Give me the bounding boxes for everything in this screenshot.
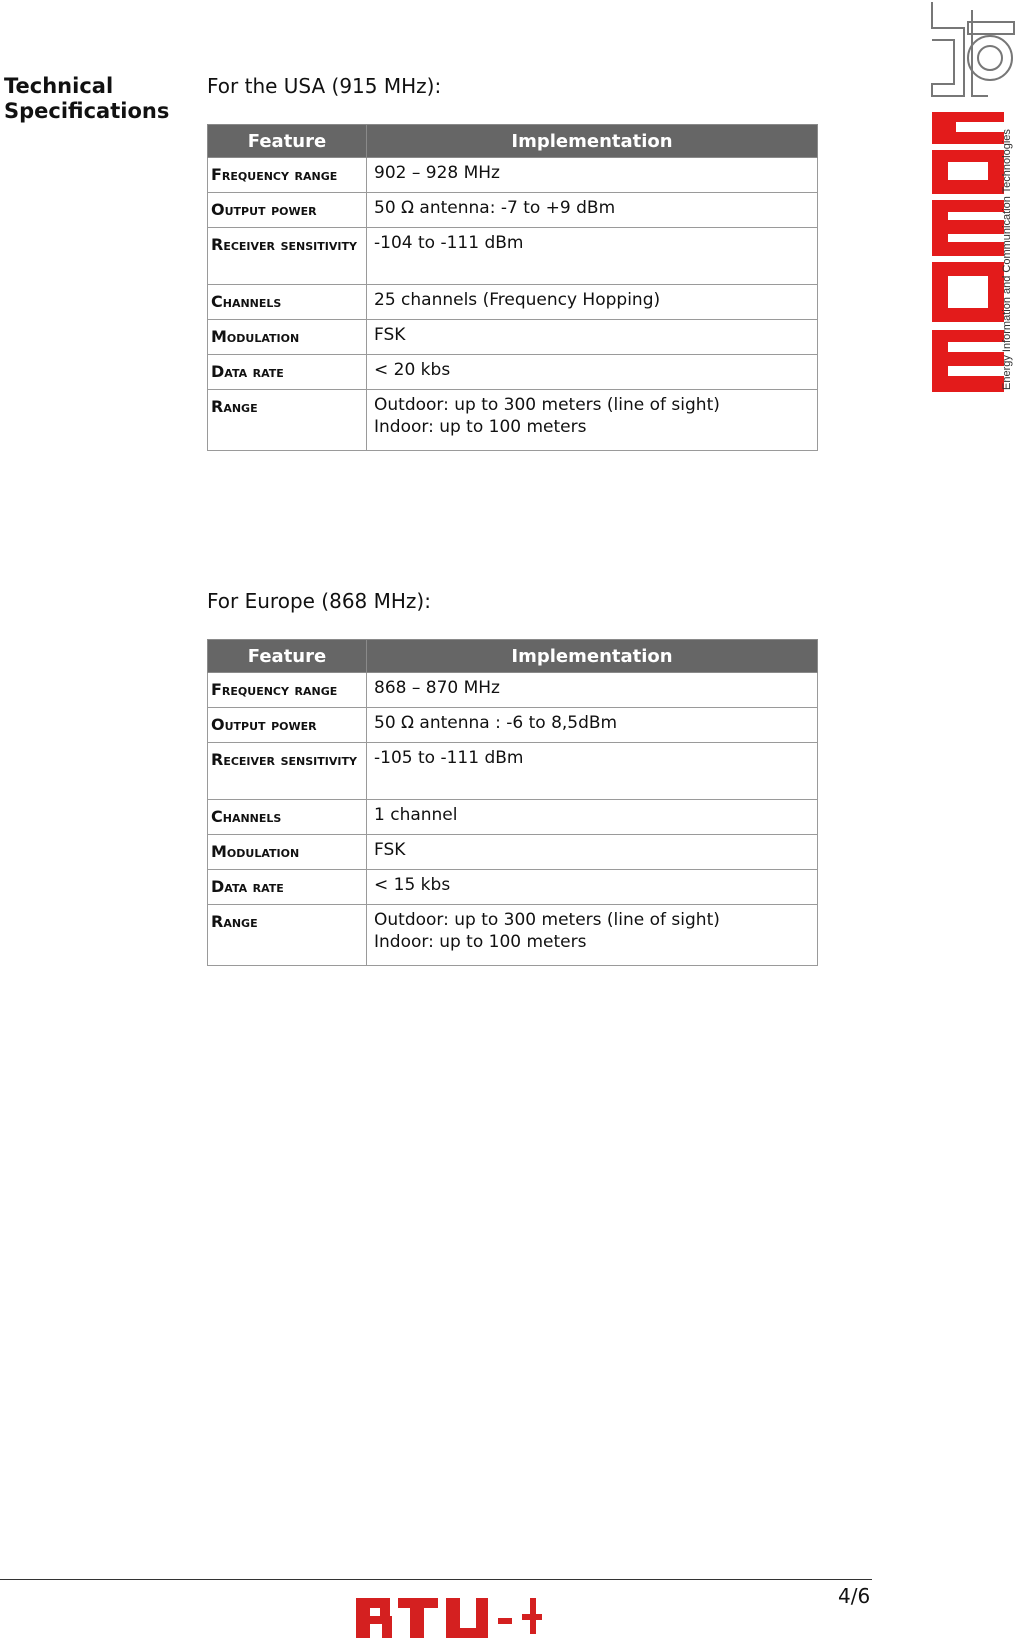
feature-cell: Receiver sensitivity [208,743,367,800]
europe-heading: For Europe (868 MHz): [207,589,431,613]
table-row [208,390,818,451]
value-cell: 902 – 928 MHz [367,158,818,193]
value-cell: FSK [367,835,818,870]
feature-cell: Channels [208,800,367,835]
value-cell [367,390,818,451]
value-cell: -104 to -111 dBm [367,228,818,285]
value-cell [367,905,818,966]
brand-tagline: Energy Information and Communication Technologies [1001,129,1013,390]
feature-cell: Channels [208,285,367,320]
value-cell: < 20 kbs [367,355,818,390]
table-row [208,708,818,743]
feature-cell: Data rate [208,870,367,905]
feature-column-header: Feature [208,125,367,158]
value-line: Outdoor: up to 300 meters (line of sight) [374,910,720,930]
feature-column-header: Feature [208,640,367,673]
feature-cell: Receiver sensitivity [208,228,367,285]
ict-mark-icon [932,2,1014,96]
value-cell: 25 channels (Frequency Hopping) [367,285,818,320]
feature-cell: Frequency range [208,673,367,708]
page-number: 4/6 [838,1584,871,1608]
energy-brand-logo [928,0,1016,395]
energy-wordmark-icon [932,112,1004,392]
value-cell: FSK [367,320,818,355]
section-title-line1: Technical [4,74,114,98]
feature-cell: Data rate [208,355,367,390]
feature-cell: Modulation [208,320,367,355]
table-header-row [208,125,818,158]
value-cell: -105 to -111 dBm [367,743,818,800]
rtu-logo-icon [252,1484,562,1641]
value-cell: 50 Ω antenna: -7 to +9 dBm [367,193,818,228]
value-cell: 50 Ω antenna : -6 to 8,5dBm [367,708,818,743]
value-cell: 1 channel [367,800,818,835]
table-row [208,870,818,905]
section-title-line2: Specifications [4,99,170,123]
value-line: Indoor: up to 100 meters [374,417,587,437]
value-cell: < 15 kbs [367,870,818,905]
table-row [208,905,818,966]
table-row [208,800,818,835]
usa-heading: For the USA (915 MHz): [207,74,442,98]
table-row [208,285,818,320]
table-row [208,835,818,870]
usa-spec-table [207,124,818,451]
implementation-column-header: Implementation [367,125,818,158]
feature-cell: Range [208,390,367,451]
table-row [208,228,818,285]
footer-divider [0,1579,872,1580]
feature-cell: Output power [208,193,367,228]
table-row [208,320,818,355]
feature-cell: Modulation [208,835,367,870]
europe-spec-table [207,639,818,966]
feature-cell: Output power [208,708,367,743]
table-row [208,673,818,708]
table-row [208,158,818,193]
table-row [208,355,818,390]
table-row [208,743,818,800]
implementation-column-header: Implementation [367,640,818,673]
value-cell: 868 – 870 MHz [367,673,818,708]
value-line: Indoor: up to 100 meters [374,932,587,952]
value-line: Outdoor: up to 300 meters (line of sight) [374,395,720,415]
table-row [208,193,818,228]
section-title [4,74,169,124]
feature-cell: Frequency range [208,158,367,193]
feature-cell: Range [208,905,367,966]
table-header-row [208,640,818,673]
rtu-logo-text: RTU [252,1484,254,1485]
